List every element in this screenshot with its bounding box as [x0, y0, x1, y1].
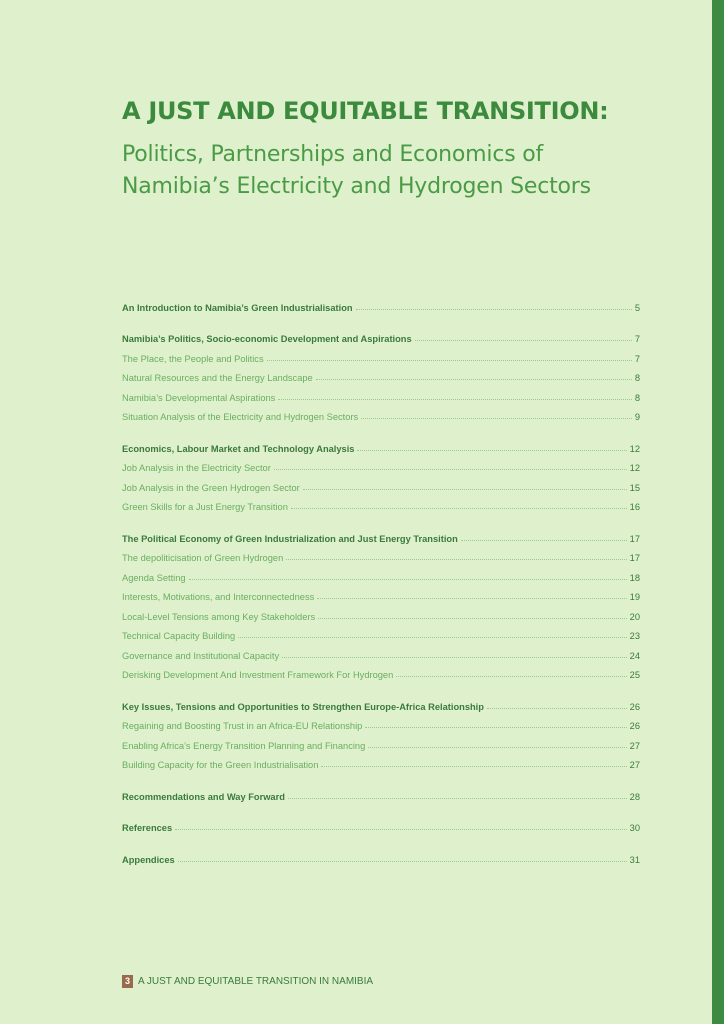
toc-page-number: 23 — [629, 631, 640, 641]
toc-section — [122, 525, 640, 681]
dotted-leader — [317, 598, 626, 599]
toc-entry-label: Key Issues, Tensions and Opportunities to Strengthen Europe-Africa Relationship — [122, 701, 484, 712]
subtitle-line-2: Namibia’s Electricity and Hydrogen Sectors — [122, 174, 591, 199]
toc-page-number: 15 — [629, 482, 640, 493]
toc-entry-label: An Introduction to Namibia’s Green Industrialisation — [122, 302, 353, 313]
toc-section — [122, 326, 640, 424]
toc-entry-label: Enabling Africa’s Energy Transition Planning and Financing — [122, 740, 366, 751]
page-footer — [122, 975, 373, 988]
toc-entry-label: Natural Resources and the Energy Landscape — [122, 373, 313, 383]
dotted-leader — [274, 469, 627, 470]
toc-subentry[interactable] — [122, 474, 640, 494]
toc-subentry[interactable] — [122, 662, 640, 682]
toc-section-heading[interactable] — [122, 525, 640, 545]
toc-subentry[interactable] — [122, 404, 640, 424]
document-title: A JUST AND EQUITABLE TRANSITION: — [122, 97, 609, 125]
toc-subentry[interactable] — [122, 345, 640, 365]
toc-entry-label: References — [122, 823, 173, 833]
dotted-leader — [461, 540, 627, 541]
dotted-leader — [286, 559, 626, 560]
toc-page-number: 26 — [629, 701, 640, 712]
dotted-leader — [365, 727, 626, 728]
dotted-leader — [318, 618, 627, 619]
dotted-leader — [282, 657, 627, 658]
toc-subentry[interactable] — [122, 603, 640, 623]
toc-entry-label: Building Capacity for the Green Industrialisation — [122, 760, 319, 770]
toc-page-number: 19 — [629, 592, 640, 602]
toc-subentry[interactable] — [122, 365, 640, 385]
toc-subentry[interactable] — [122, 455, 640, 475]
toc-entry-label: Interests, Motivations, and Interconnectedness — [122, 592, 315, 602]
dotted-leader — [321, 766, 626, 767]
toc-subentry[interactable] — [122, 752, 640, 772]
toc-section-heading[interactable] — [122, 294, 640, 314]
toc-page-number: 17 — [629, 553, 640, 563]
toc-section — [122, 435, 640, 513]
toc-page-number: 8 — [634, 392, 640, 403]
toc-subentry[interactable] — [122, 545, 640, 565]
dotted-leader — [361, 418, 632, 419]
toc-subentry[interactable] — [122, 713, 640, 733]
dotted-leader — [267, 360, 632, 361]
toc-section — [122, 693, 640, 771]
title-block — [122, 96, 662, 203]
dotted-leader — [189, 579, 627, 580]
toc-page-number: 25 — [629, 670, 640, 680]
toc-entry-label: Job Analysis in the Green Hydrogen Sector — [122, 482, 300, 493]
dotted-leader — [291, 508, 627, 509]
toc-page-number: 24 — [629, 650, 640, 661]
dotted-leader — [288, 798, 627, 799]
toc-entry-label: Agenda Setting — [122, 572, 186, 583]
toc-page-number: 7 — [634, 334, 640, 344]
toc-entry-label: Regaining and Boosting Trust in an Africa-EU Relationship — [122, 721, 363, 731]
dotted-leader — [178, 861, 627, 862]
toc-section-heading[interactable] — [122, 326, 640, 346]
toc-page-number: 31 — [629, 854, 640, 865]
toc-entry-label: Namibia’s Developmental Aspirations — [122, 392, 276, 403]
toc-page-number: 17 — [629, 533, 640, 544]
toc-page-number: 7 — [634, 353, 640, 364]
toc-entry-label: Derisking Development And Investment Framework For Hydrogen — [122, 670, 394, 680]
toc-section-heading[interactable] — [122, 846, 640, 866]
toc-entry-label: Green Skills for a Just Energy Transition — [122, 502, 288, 512]
dotted-leader — [316, 379, 632, 380]
subtitle-line-1: Politics, Partnerships and Economics of — [122, 142, 544, 167]
toc-page-number: 27 — [629, 760, 640, 770]
table-of-contents — [122, 294, 640, 878]
toc-section-heading[interactable] — [122, 435, 640, 455]
dotted-leader — [357, 450, 626, 451]
toc-subentry[interactable] — [122, 623, 640, 643]
toc-page-number: 20 — [629, 611, 640, 622]
dotted-leader — [303, 489, 627, 490]
toc-entry-label: Job Analysis in the Electricity Sector — [122, 463, 271, 473]
toc-page-number: 28 — [629, 791, 640, 802]
toc-page-number: 12 — [629, 463, 640, 473]
toc-subentry[interactable] — [122, 642, 640, 662]
toc-subentry[interactable] — [122, 584, 640, 604]
toc-entry-label: Technical Capacity Building — [122, 631, 236, 641]
dotted-leader — [487, 708, 627, 709]
toc-page-number: 30 — [629, 823, 640, 833]
toc-entry-label: The Place, the People and Politics — [122, 353, 264, 364]
toc-page-number: 27 — [629, 740, 640, 751]
toc-page-number: 9 — [634, 412, 640, 422]
toc-entry-label: Economics, Labour Market and Technology Analysis — [122, 443, 355, 454]
toc-section — [122, 783, 640, 803]
footer-running-title: A JUST AND EQUITABLE TRANSITION IN NAMIBIA — [138, 976, 374, 987]
toc-subentry[interactable] — [122, 384, 640, 404]
toc-entry-label: Appendices — [122, 854, 175, 865]
toc-entry-label: Local-Level Tensions among Key Stakeholders — [122, 611, 316, 622]
toc-entry-label: Governance and Institutional Capacity — [122, 650, 280, 661]
toc-subentry[interactable] — [122, 732, 640, 752]
toc-entry-label: The depoliticisation of Green Hydrogen — [122, 553, 284, 563]
toc-entry-label: Recommendations and Way Forward — [122, 791, 285, 802]
toc-entry-label: Situation Analysis of the Electricity and Hydrogen Sectors — [122, 412, 359, 422]
dotted-leader — [238, 637, 626, 638]
dotted-leader — [368, 747, 626, 748]
toc-section-heading[interactable] — [122, 783, 640, 803]
toc-page-number: 16 — [629, 502, 640, 512]
toc-page-number: 8 — [634, 373, 640, 383]
document-subtitle — [122, 139, 662, 203]
toc-page-number: 18 — [629, 572, 640, 583]
toc-entry-label: The Political Economy of Green Industrialization and Just Energy Transition — [122, 533, 458, 544]
toc-section-heading[interactable] — [122, 815, 640, 835]
toc-section — [122, 846, 640, 866]
toc-page-number: 5 — [634, 302, 640, 313]
toc-section-heading[interactable] — [122, 693, 640, 713]
toc-subentry[interactable] — [122, 494, 640, 514]
toc-section — [122, 294, 640, 314]
dotted-leader — [396, 676, 626, 677]
dotted-leader — [356, 309, 632, 310]
toc-page-number: 12 — [629, 443, 640, 454]
dotted-leader — [278, 399, 632, 400]
toc-entry-label: Namibia’s Politics, Socio-economic Development and Aspirations — [122, 334, 412, 344]
toc-section — [122, 815, 640, 835]
toc-page-number: 26 — [629, 721, 640, 731]
dotted-leader — [175, 829, 627, 830]
toc-subentry[interactable] — [122, 564, 640, 584]
side-accent-bar — [712, 0, 724, 1024]
dotted-leader — [415, 340, 632, 341]
page-number-badge: 3 — [122, 975, 133, 988]
